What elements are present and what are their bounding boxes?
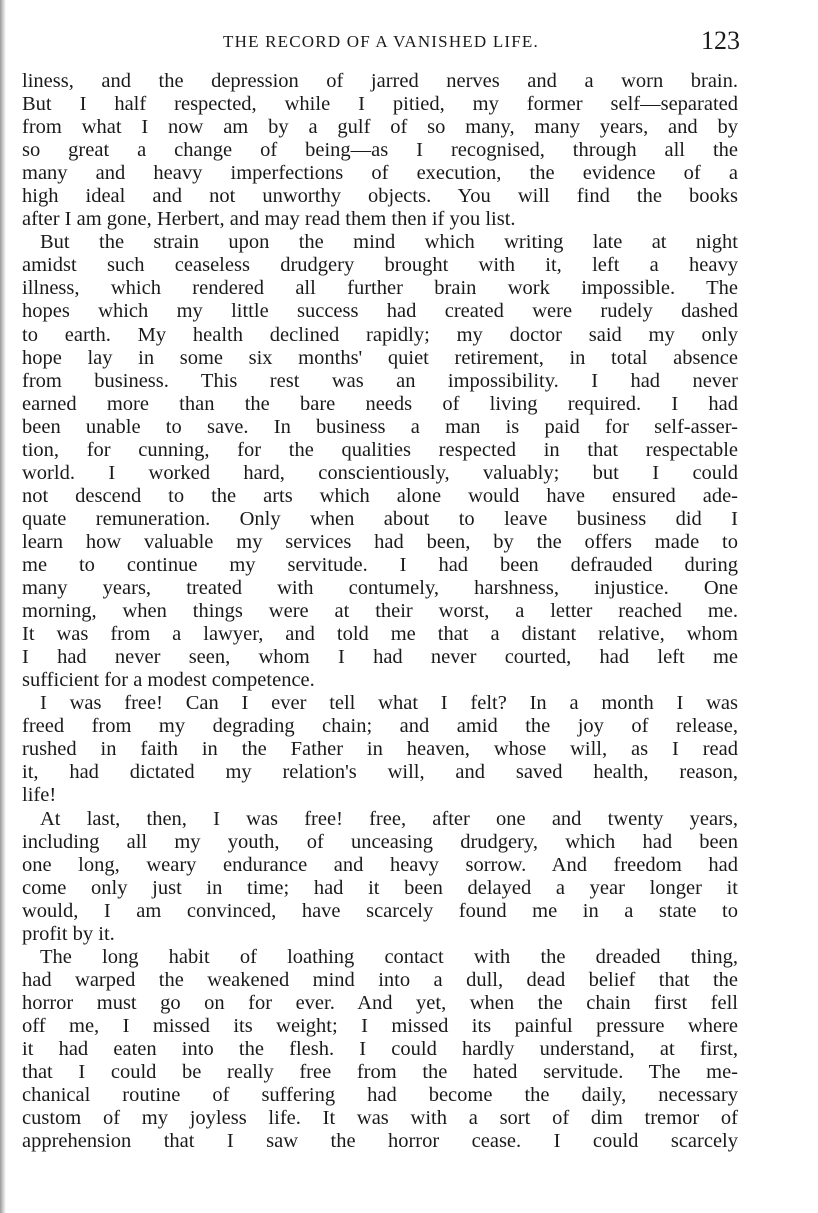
text-line: from business. This rest was an impossibility. I had never <box>22 369 738 392</box>
text-line: to earth. My health declined rapidly; my doctor said my only <box>22 323 738 346</box>
text-line: hopes which my little success had created were rudely dashed <box>22 300 738 323</box>
text-line: would, I am convinced, have scarcely found me in a state to <box>22 899 738 922</box>
text-line: It was from a lawyer, and told me that a distant relative, whom <box>22 623 738 646</box>
text-line: amidst such ceaseless drudgery brought with it, left a heavy <box>22 254 738 277</box>
text-line: But I half respected, while I pitied, my former self—separated <box>22 93 738 116</box>
text-line: so great a change of being—as I recognised, through all the <box>22 139 738 162</box>
text-line: chanical routine of suffering had become the daily, necessary <box>22 1084 738 1107</box>
running-title: THE RECORD OF A VANISHED LIFE. <box>223 32 539 51</box>
page-number: 123 <box>701 26 740 55</box>
text-line: been unable to save. In business a man is paid for self-asser- <box>22 415 738 438</box>
text-line: freed from my degrading chain; and amid the joy of release, <box>22 715 738 738</box>
text-line: one long, weary endurance and heavy sorrow. And freedom had <box>22 853 738 876</box>
text-line: after I am gone, Herbert, and may read them then if you list. <box>22 208 516 231</box>
text-line: many years, treated with contumely, harshness, injustice. One <box>22 577 738 600</box>
text-line: me to continue my servitude. I had been defrauded during <box>22 553 738 576</box>
text-line: liness, and the depression of jarred nerves and a worn brain. <box>22 70 738 92</box>
text-line: I was free! Can I ever tell what I felt? In a month I was <box>40 692 738 715</box>
text-line: including all my youth, of unceasing drudgery, which had been <box>22 830 738 853</box>
text-line: sufficient for a modest competence. <box>22 669 315 692</box>
body-text <box>22 70 738 1153</box>
text-line: rushed in faith in the Father in heaven, whose will, as I read <box>22 738 738 761</box>
text-line: horror must go on for ever. And yet, when the chain first fell <box>22 991 738 1014</box>
text-line: hope lay in some six months' quiet retirement, in total absence <box>22 346 738 369</box>
text-line: morning, when things were at their worst, a letter reached me. <box>22 600 738 623</box>
text-line: that I could be really free from the hated servitude. The me- <box>22 1061 738 1084</box>
text-line: world. I worked hard, conscientiously, valuably; but I could <box>22 461 738 484</box>
binding-edge <box>0 0 6 1213</box>
text-line: come only just in time; had it been delayed a year longer it <box>22 876 738 899</box>
text-line: many and heavy imperfections of execution, the evidence of a <box>22 162 738 185</box>
text-line: I had never seen, whom I had never courted, had left me <box>22 646 738 669</box>
text-line: high ideal and not unworthy objects. You will find the books <box>22 185 738 208</box>
text-line: had warped the weakened mind into a dull, dead belief that the <box>22 968 738 991</box>
text-line: it, had dictated my relation's will, and saved health, reason, <box>22 761 738 784</box>
text-line: custom of my joyless life. It was with a sort of dim tremor of <box>22 1107 738 1130</box>
text-line: learn how valuable my services had been, by the offers made to <box>22 530 738 553</box>
text-line: The long habit of loathing contact with the dreaded thing, <box>40 945 738 968</box>
page-header <box>22 24 740 60</box>
text-line: quate remuneration. Only when about to leave business did I <box>22 507 738 530</box>
text-line: But the strain upon the mind which writing late at night <box>40 231 738 254</box>
text-line: from what I now am by a gulf of so many, many years, and by <box>22 116 738 139</box>
text-line: At last, then, I was free! free, after one and twenty years, <box>40 807 738 830</box>
text-line: not descend to the arts which alone would have ensured ade- <box>22 484 738 507</box>
text-line: illness, which rendered all further brain work impossible. The <box>22 277 738 300</box>
text-line: off me, I missed its weight; I missed its painful pressure where <box>22 1014 738 1037</box>
text-line: apprehension that I saw the horror cease. I could scarcely <box>22 1130 738 1153</box>
text-line: life! <box>22 784 57 807</box>
text-line: earned more than the bare needs of living required. I had <box>22 392 738 415</box>
text-line: profit by it. <box>22 922 115 945</box>
text-line: it had eaten into the flesh. I could hardly understand, at first, <box>22 1037 738 1060</box>
text-line: tion, for cunning, for the qualities respected in that respectable <box>22 438 738 461</box>
